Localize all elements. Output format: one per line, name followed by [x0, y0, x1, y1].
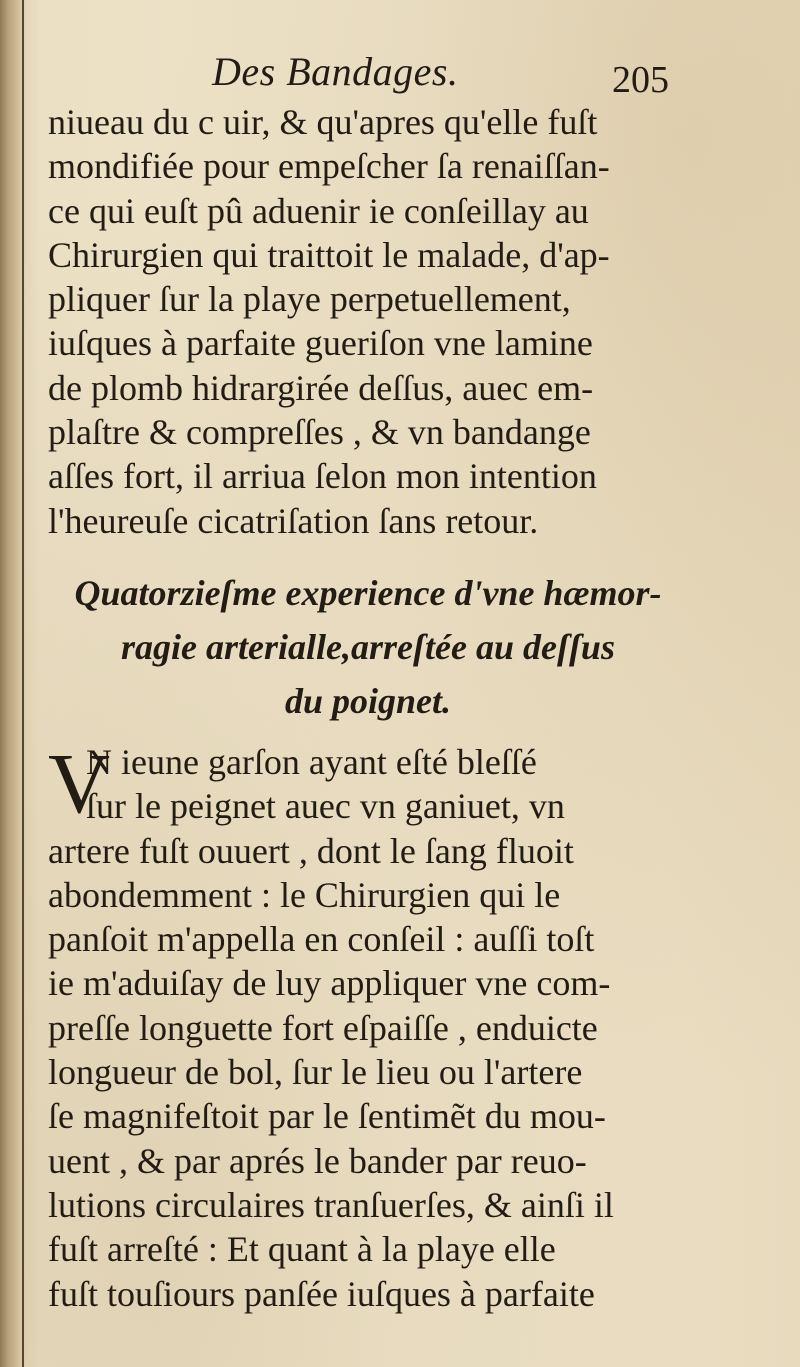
text-line: fuſt arreſté : Et quant à la playe elle [48, 1229, 556, 1270]
text-line: l'heureuſe cicatriſation ſans retour. [48, 500, 539, 541]
running-head [0, 48, 800, 101]
text-line: preſſe longuette fort eſpaiſſe , enduicte [48, 1007, 598, 1048]
text-line: artere fuſt ouuert , dont le ſang fluoit [48, 830, 574, 871]
heading-line: du poignet. [284, 681, 452, 721]
text-line: ce qui euſt pû aduenir ie conſeillay au [48, 190, 589, 231]
paragraph-experience [48, 735, 688, 1316]
text-line: fuſt touſiours panſée iuſques à parfaite [48, 1273, 595, 1314]
text-line: aſſes fort, il arriua ſelon mon intention [48, 456, 597, 497]
text-line: pliquer ſur la playe perpetuellement, [48, 279, 571, 320]
text-line: ie m'aduiſay de luy appliquer vne com- [48, 963, 611, 1004]
heading-line: ragie arterialle,arreſtée au deſſus [121, 627, 615, 667]
text-line: uent , & par aprés le bander par reuo- [48, 1140, 587, 1181]
text-line: panſoit m'appella en conſeil : auſſi toſt [48, 919, 595, 960]
text-line: abondemment : le Chirurgien qui le [48, 874, 561, 915]
paragraph-continuation [48, 100, 688, 543]
running-head-title: Des Bandages. [212, 49, 459, 94]
text-line: Chirurgien qui traittoit le malade, d'ap- [48, 234, 610, 275]
text-line: iuſques à parfaite gueriſon vne lamine [48, 323, 593, 364]
text-line: niueau du c uir, & qu'apres qu'elle fuſt [48, 102, 598, 142]
text-line: de plomb hidrargirée deſſus, auec em- [48, 367, 594, 408]
section-heading [48, 566, 688, 728]
heading-line: Quatorzieſme experience d'vne hæmor- [74, 573, 662, 613]
text-line: plaſtre & compreſſes , & vn bandange [48, 412, 591, 453]
text-line: ſe magnifeſtoit par le ſentimẽt du mou- [48, 1096, 606, 1137]
text-line: longueur de bol, ſur le lieu ou l'artere [48, 1052, 583, 1093]
text-line: mondifiée pour empeſcher ſa renaiſſan- [48, 146, 610, 187]
text-line: lutions circulaires tranſuerſes, & ainſi il [48, 1184, 614, 1225]
page-number: 205 [612, 59, 669, 101]
text-line: ſur le peignet auec vn ganiuet, vn [86, 786, 565, 827]
drop-cap: V [48, 735, 111, 831]
text-line: N ieune garſon ayant eſté bleſſé [86, 742, 537, 782]
gutter-edge-line [22, 0, 24, 1367]
